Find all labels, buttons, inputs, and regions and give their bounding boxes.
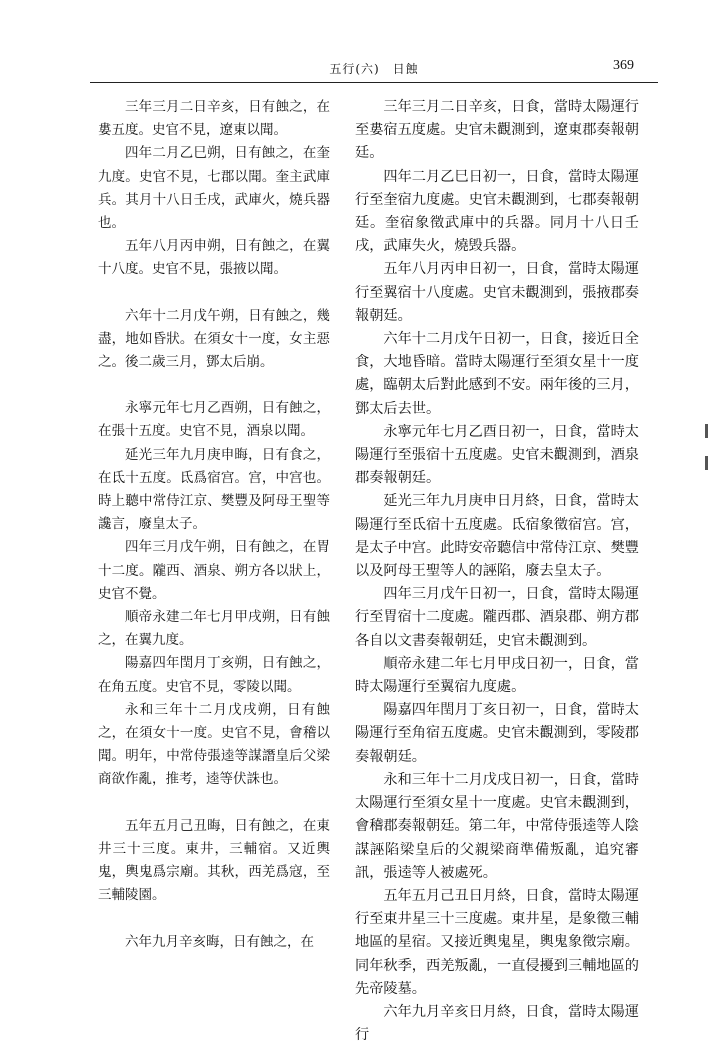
- translation-paragraph: 五年八月丙申日初一，日食，當時太陽運行至翼宿十八度處。史官未觀測到，張掖郡奏報朝廷。: [355, 261, 639, 324]
- classical-paragraph: 六年十二月戊午朔，日有蝕之，幾盡，地如昏狀。在須女十一度，女主惡之。後二歲三月，鄧太后崩。: [98, 307, 330, 371]
- classical-paragraph: 五年八月丙申朔，日有蝕之，在翼十八度。史官不見，張掖以聞。: [98, 238, 330, 278]
- classical-paragraph: 五年五月己丑晦，日有蝕之，在東井三十三度。東井，三輔宿。又近輿鬼，輿鬼爲宗廟。其秋，西羌爲寇，至三輔陵園。: [98, 817, 330, 904]
- translation-paragraph: 四年三月戊午日初一，日食，當時太陽運行至胃宿十二度處。隴西郡、酒泉郡、朔方郡各自以文書奏報朝廷，史官未觀測到。: [355, 586, 639, 649]
- translation-paragraph: 永寧元年七月乙酉日初一，日食，當時太陽運行至張宿十五度處。史官未觀測到，酒泉郡奏報朝廷。: [355, 423, 639, 487]
- scan-edge-mark: [705, 456, 708, 470]
- translation-paragraph: 五年五月己丑日月終，日食，當時太陽運行至東井星三十三度處。東井星，是象徵三輔地區的星宿。又接近輿鬼星，輿鬼象徵宗廟。同年秋季，西羌叛亂，一直侵擾到三輔地區的先帝陵墓。: [355, 887, 639, 997]
- translation-paragraph: 三年三月二日辛亥，日食，當時太陽運行至婁宿五度處。史官未觀測到，遼東郡奏報朝廷。: [355, 99, 639, 162]
- classical-paragraph: 四年三月戊午朔，日有蝕之，在胃十二度。隴西、酒泉、朔方各以狀上，史官不覺。: [98, 539, 330, 602]
- translation-column: [355, 96, 639, 1047]
- classical-paragraph: 六年九月辛亥晦，日有蝕之，在: [125, 933, 314, 950]
- scan-edge-mark: [705, 424, 708, 438]
- classical-paragraph: 陽嘉四年閏月丁亥朔，日有蝕之，在角五度。史官不見，零陵以聞。: [98, 655, 330, 695]
- page-header: [90, 56, 658, 82]
- classical-paragraph: 四年二月乙巳朔，日有蝕之，在奎九度。史官不見，七郡以聞。奎主武庫兵。其月十八日壬戌，武庫火，燒兵器也。: [98, 145, 330, 232]
- running-title: 五行(六) 日蝕: [329, 62, 419, 76]
- translation-paragraph: 六年九月辛亥日月終，日食，當時太陽運行: [355, 1003, 639, 1044]
- translation-paragraph: 永和三年十二月戊戌日初一，日食，當時太陽運行至須女星十一度處。史官未觀測到，會稽郡奏報朝廷。第二年，中常侍張逵等人陰謀誣陷梁皇后的父親梁商準備叛亂，追究審訊，張逵等人被處死。: [355, 771, 639, 881]
- translation-paragraph: 延光三年九月庚申日月終，日食，當時太陽運行至氐宿十五度處。氐宿象徵宿宫。宫，是太子中宫。此時安帝聽信中常侍江京、樊豐以及阿母王聖等人的誣陷，廢去皇太子。: [355, 493, 639, 580]
- classical-paragraph: 永和三年十二月戊戌朔，日有蝕之，在須女十一度。史官不見，會稽以聞。明年，中常侍張逵等謀譖皇后父梁商欲作亂，推考，逵等伏誅也。: [98, 701, 330, 788]
- page-number: 369: [613, 58, 634, 73]
- translation-paragraph: 順帝永建二年七月甲戌日初一，日食，當時太陽運行至翼宿九度處。: [355, 655, 639, 696]
- translation-paragraph: 六年十二月戊午日初一，日食，接近日全食，大地昏暗。當時太陽運行至須女星十一度處，臨朝太后對此感到不安。兩年後的三月，鄧太后去世。: [355, 331, 639, 417]
- classical-paragraph: 永寧元年七月乙酉朔，日有蝕之，在張十五度。史官不見，酒泉以聞。: [98, 400, 330, 440]
- classical-paragraph: 三年三月二日辛亥，日有蝕之，在婁五度。史官不見，遼東以聞。: [98, 99, 330, 139]
- classical-paragraph: 延光三年九月庚申晦，日有食之，在氐十五度。氐爲宿宫。宫，中宫也。時上聽中常侍江京、樊豐及阿母王聖等讒言，廢皇太子。: [98, 446, 330, 533]
- translation-paragraph: 四年二月乙巳日初一，日食，當時太陽運行至奎宿九度處。史官未觀測到，七郡奏報朝廷。奎宿象徵武庫中的兵器。同月十八日壬戌，武庫失火，燒毁兵器。: [355, 168, 639, 255]
- translation-paragraph: 陽嘉四年閏月丁亥日初一，日食，當時太陽運行至角宿五度處。史官未觀測到，零陵郡奏報朝廷。: [355, 702, 639, 765]
- header-rule: [90, 82, 658, 83]
- classical-paragraph: 順帝永建二年七月甲戌朔，日有蝕之，在翼九度。: [98, 609, 330, 649]
- classical-text-column: [98, 96, 330, 954]
